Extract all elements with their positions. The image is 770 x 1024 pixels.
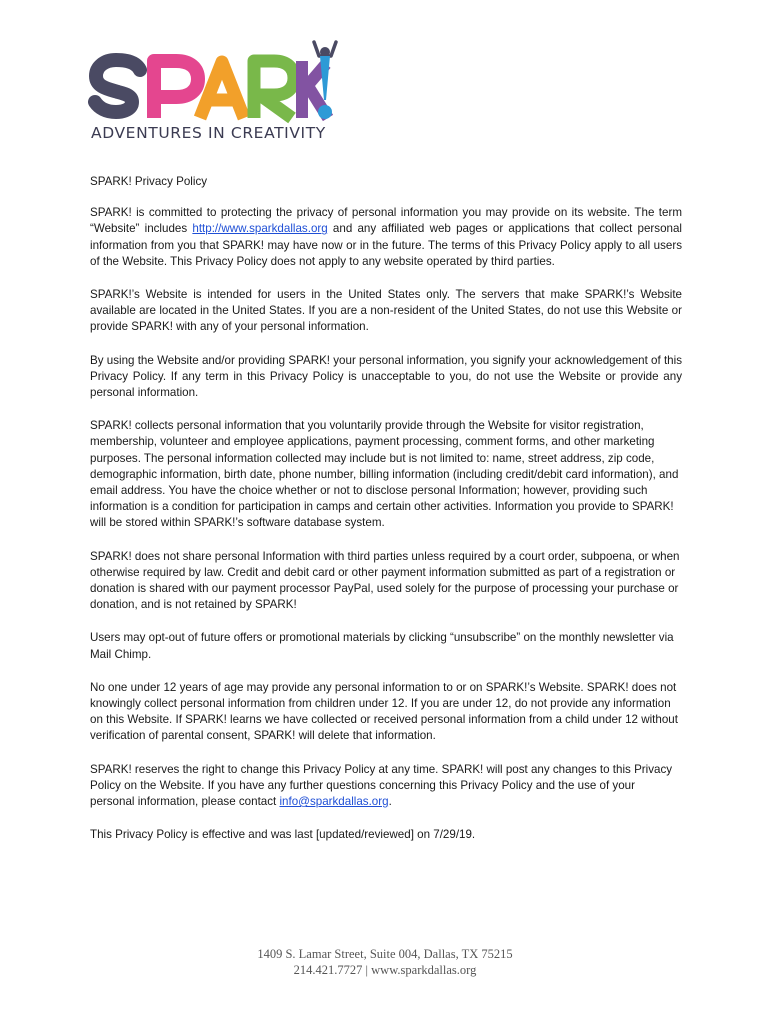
email-link[interactable]: info@sparkdallas.org (279, 795, 389, 809)
paragraph-text: SPARK! is committed to protecting the privacy of personal information you may provide on its website. The term “Website” includes (90, 206, 682, 236)
paragraph-opt-out: Users may opt-out of future offers or promotional materials by clicking “unsubscribe” on the monthly newsletter via Mail Chimp. (90, 631, 674, 661)
logo-tagline: ADVENTURES IN CREATIVITY (91, 124, 326, 142)
paragraph-effective-date: This Privacy Policy is effective and was last [updated/reviewed] on 7/29/19. (90, 828, 476, 842)
logo-letter-p (154, 61, 198, 118)
spark-logo-graphic (88, 40, 348, 125)
paragraph-acknowledgement: By using the Website and/or providing SPARK! your personal information, you signify your acknowledgement of this Privacy Policy. If any term in this Privacy Policy is unacceptable to you, do not use the Website or provide any personal information. (90, 353, 682, 400)
paragraph-text: . (388, 795, 392, 809)
paragraph-text: SPARK! reserves the right to change this Privacy Policy at any time. SPARK! will post any changes to this Privacy Policy on the Website. If you have any further questions concerning this Privacy Policy and the use of your personal information, please contact (90, 762, 673, 809)
logo-letter-a (200, 62, 244, 118)
paragraph-changes (90, 762, 682, 811)
paragraph-commitment (90, 205, 682, 270)
logo-letter-r (254, 61, 294, 118)
website-link[interactable]: http://www.sparkdallas.org (192, 222, 328, 236)
paragraph-sharing: SPARK! does not share personal Information with third parties unless required by a court order, subpoena, or when otherwise required by law. Credit and debit card or other payment information submitted as part of a registration or donation is shared with our payment processor PayPal, used solely for the purpose of processing your purchase or donation, and is not retained by SPARK! (90, 549, 680, 612)
paragraph-us-only: SPARK!’s Website is intended for users in the United States only. The servers that make SPARK!’s Website available are located in the United States. If you are a non-resident of the United States, do not use this Website or provide SPARK! with any of your personal information. (90, 288, 682, 334)
paragraph-children: No one under 12 years of age may provide any personal information to or on SPARK!’s Website. SPARK! does not knowingly collect personal information from children under 12. If you are under 12, do not provide any information on this Website. If SPARK! learns we have collected or received personal information from a child under 12 without verification of parental consent, SPARK! will delete that information. (90, 680, 678, 743)
paragraph-text: and any affiliated web pages or applications that collect personal information from you that SPARK! may have now or in the future. The terms of this Privacy Policy apply to all users of the Website. This Privacy Policy does not apply to any website operated by third parties. (90, 222, 682, 268)
footer (0, 946, 770, 978)
paragraph-collection: SPARK! collects personal information that you voluntarily provide through the Website for visitor registration, membership, volunteer and employee applications, payment processing, comment forms, and other marketing purposes. The personal information collected may include but is not limited to: name, street address, zip code, demographic information, birth date, phone number, billing information (including credit/debit card information), and email address. You have the choice whether or not to disclose personal Information; however, providing such information is a condition for participation in camps and certain other activities. Information you provide to SPARK! will be stored within SPARK!’s software database system. (90, 419, 679, 530)
page-title: SPARK! Privacy Policy (90, 175, 208, 188)
logo-letter-s (95, 60, 140, 112)
footer-contact: 214.421.7727 | www.sparkdallas.org (293, 963, 477, 977)
privacy-policy-body (90, 174, 682, 861)
footer-address: 1409 S. Lamar Street, Suite 004, Dallas, TX 75215 (257, 947, 513, 961)
